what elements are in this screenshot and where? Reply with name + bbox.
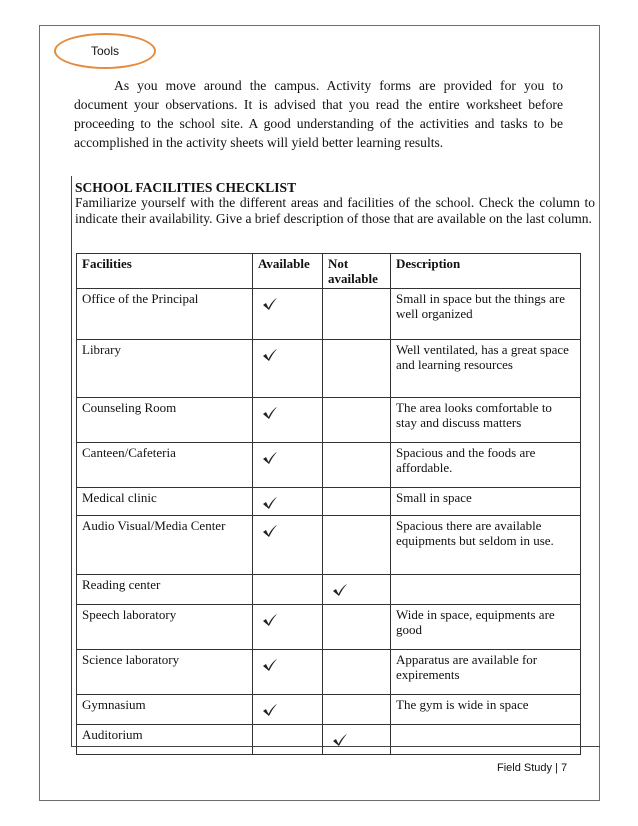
header-facilities: Facilities [77,254,253,289]
table-row [77,340,581,398]
facility-name: Gymnasium [77,695,253,725]
checkmark-icon [262,703,278,720]
facility-name: Medical clinic [77,488,253,516]
checkmark-icon [332,583,348,600]
available-cell [253,488,323,516]
not-available-cell [323,488,391,516]
facility-description: Spacious and the foods are affordable. [391,443,581,488]
table-row [77,516,581,575]
facility-description: Well ventilated, has a great space and learning resources [391,340,581,398]
not-available-cell [323,516,391,575]
checkmark-icon [262,658,278,675]
facility-description: Small in space but the things are well organized [391,289,581,340]
checkmark-icon [262,613,278,630]
available-cell [253,398,323,443]
facility-name: Canteen/Cafeteria [77,443,253,488]
intro-paragraph: As you move around the campus. Activity forms are provided for you to document your observations. It is advised that you read the entire worksheet before proceeding to the school site. A good understanding of the activities and tasks to be accomplished in the activity sheets will yield better learning results. [74,78,563,150]
checkmark-icon [262,496,278,513]
facility-name: Science laboratory [77,650,253,695]
table-row [77,488,581,516]
table-row [77,650,581,695]
facility-name: Counseling Room [77,398,253,443]
available-cell [253,516,323,575]
table-header-row [77,254,581,289]
header-description: Description [391,254,581,289]
tools-label [54,33,156,69]
table-row [77,398,581,443]
available-cell [253,443,323,488]
facility-description: Wide in space, equipments are good [391,605,581,650]
available-cell [253,575,323,605]
facility-description [391,725,581,755]
facility-description: Apparatus are available for expirements [391,650,581,695]
checkmark-icon [262,348,278,365]
header-not-available: Not available [323,254,391,289]
table-row [77,289,581,340]
not-available-cell [323,443,391,488]
facility-name: Library [77,340,253,398]
facility-name: Office of the Principal [77,289,253,340]
tools-text: Tools [90,44,119,58]
page-footer: Field Study | 7 [497,762,568,774]
checklist-title: SCHOOL FACILITIES CHECKLIST [75,180,297,195]
facility-description: Small in space [391,488,581,516]
available-cell [253,340,323,398]
available-cell [253,650,323,695]
checkmark-icon [332,733,348,750]
header-available: Available [253,254,323,289]
checkmark-icon [262,524,278,541]
facility-name: Reading center [77,575,253,605]
facility-description: The gym is wide in space [391,695,581,725]
available-cell [253,725,323,755]
checkmark-icon [262,406,278,423]
not-available-cell [323,650,391,695]
table-row [77,695,581,725]
not-available-cell [323,398,391,443]
available-cell [253,695,323,725]
checkmark-icon [262,297,278,314]
not-available-cell [323,605,391,650]
checkmark-icon [262,451,278,468]
not-available-cell [323,695,391,725]
facility-description: Spacious there are available equipments but seldom in use. [391,516,581,575]
facility-name: Speech laboratory [77,605,253,650]
facilities-table [76,253,581,755]
table-row [77,725,581,755]
available-cell [253,605,323,650]
facility-description: The area looks comfortable to stay and discuss matters [391,398,581,443]
not-available-cell [323,289,391,340]
facility-description [391,575,581,605]
table-row [77,443,581,488]
not-available-cell [323,575,391,605]
checklist-instructions: Familiarize yourself with the different areas and facilities of the school. Check the column to indicate their availability. Give a brief description of those that are available on the last column. [75,195,595,226]
facility-name: Auditorium [77,725,253,755]
not-available-cell [323,725,391,755]
not-available-cell [323,340,391,398]
facility-name: Audio Visual/Media Center [77,516,253,575]
available-cell [253,289,323,340]
table-row [77,605,581,650]
table-row [77,575,581,605]
